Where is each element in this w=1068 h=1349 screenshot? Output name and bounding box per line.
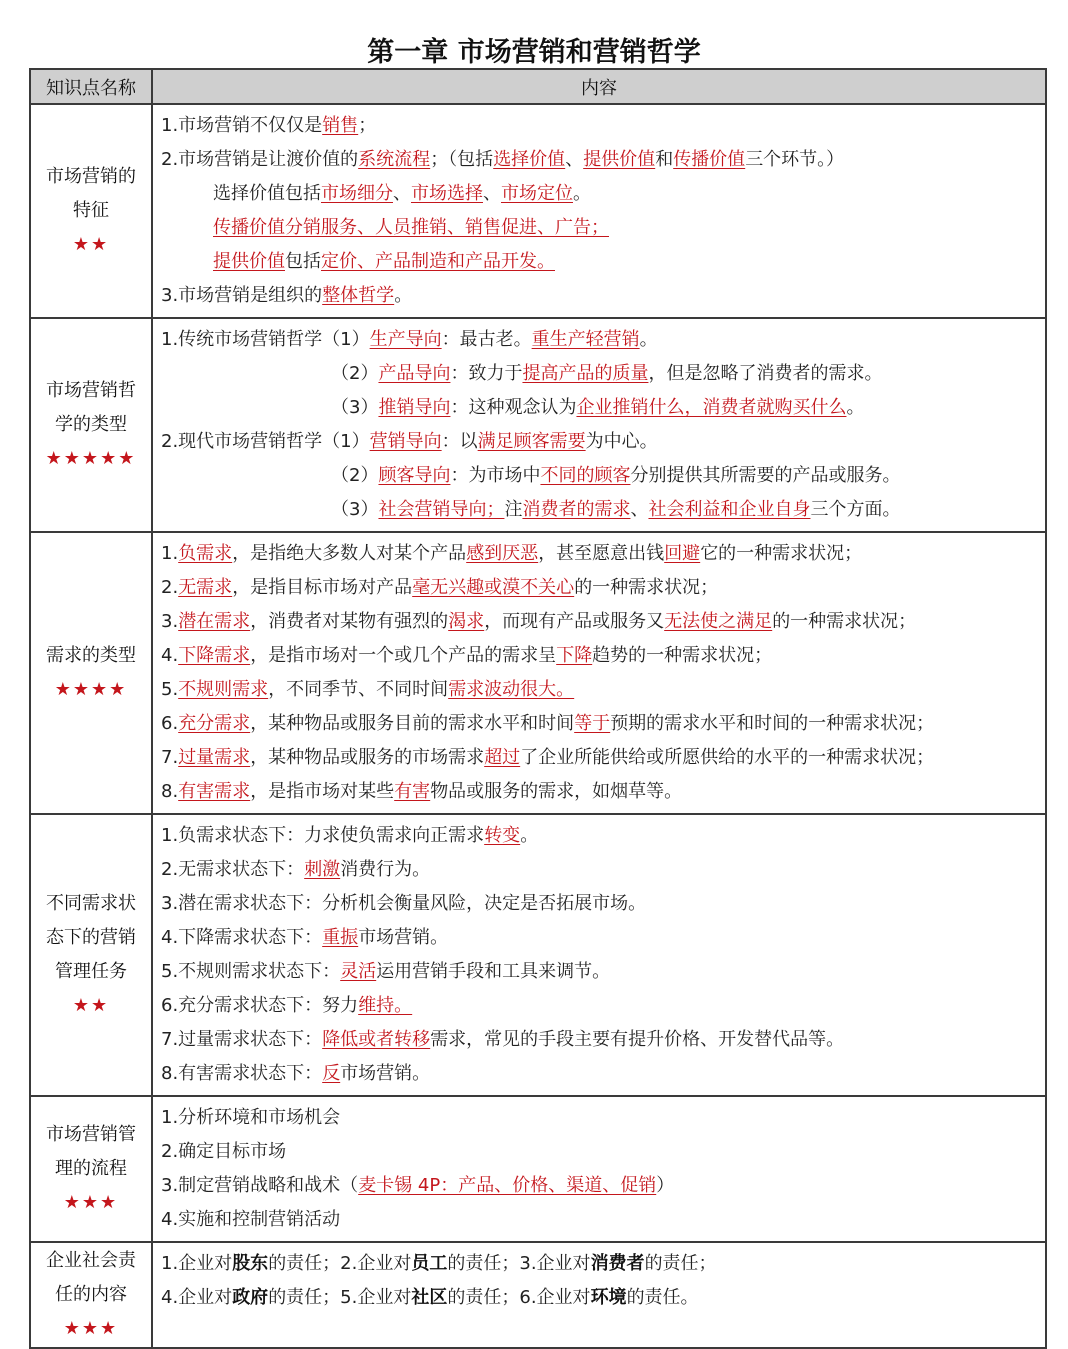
content-line (161, 1101, 1045, 1135)
highlighted-keyword: 满足顾客需要 (477, 431, 586, 452)
row-content-cell (152, 104, 1046, 318)
knowledge-table (29, 68, 1047, 1349)
row-name-label: 市场营销管理的流程 (46, 1124, 136, 1179)
bold-keyword: 环境 (590, 1287, 627, 1308)
content-line (161, 1057, 1045, 1091)
bold-keyword: 股东 (232, 1253, 269, 1274)
row-content-cell (152, 318, 1046, 532)
text-segment: 消费行为。 (340, 859, 431, 880)
content-line (161, 1281, 1045, 1315)
text-segment: ；（包括 (430, 149, 494, 170)
content-line (161, 639, 1045, 673)
highlighted-keyword: 回避 (664, 543, 701, 564)
row-name-label: 需求的类型 (46, 645, 136, 666)
text-segment: 1.企业对 (161, 1253, 233, 1274)
content-line (161, 1135, 1045, 1169)
text-segment: 分别提供其所需要的产品或服务。 (630, 465, 901, 486)
highlighted-keyword: 整体哲学 (322, 285, 395, 306)
text-segment: 6.充分需求状态下：努力 (161, 995, 359, 1016)
highlighted-keyword: 社会利益和企业自身 (648, 499, 811, 520)
content-line (161, 887, 1045, 921)
highlighted-keyword: 反 (322, 1063, 341, 1084)
content-line (161, 853, 1045, 887)
text-segment: 、 (483, 183, 501, 204)
text-segment: ，某种物品或服务目前的需求水平和时间 (250, 713, 575, 734)
row-name-label: 市场营销哲学的类型 (46, 380, 136, 435)
bold-keyword: 政府 (232, 1287, 269, 1308)
header-knowledge-point: 知识点名称 (30, 69, 152, 104)
content-line (161, 605, 1045, 639)
row-name-label: 不同需求状态下的营销管理任务 (46, 893, 136, 982)
highlighted-keyword: 提供价值 (213, 251, 285, 272)
row-name-label: 市场营销的特征 (46, 166, 136, 221)
text-segment: ，是指市场对某些 (250, 781, 395, 802)
highlighted-keyword: 不同的顾客 (540, 465, 631, 486)
text-segment: 。 (394, 285, 413, 306)
highlighted-keyword: 提高产品的质量 (522, 363, 649, 384)
highlighted-keyword: 选择价值 (493, 149, 566, 170)
row-content-cell (152, 814, 1046, 1096)
text-segment: 4.下降需求状态下： (161, 927, 323, 948)
text-segment: 它的一种需求状况； (700, 543, 863, 564)
highlighted-keyword: 市场定位 (501, 183, 573, 204)
highlighted-keyword: 社会营销导向； (378, 499, 505, 520)
text-segment: 1.市场营销不仅仅是 (161, 115, 323, 136)
row-content-cell (152, 532, 1046, 814)
content-line (161, 1247, 1045, 1281)
text-segment: 的责任；6.企业对 (447, 1287, 591, 1308)
text-segment: 了企业所能供给或所愿供给的水平的一种需求状况； (520, 747, 935, 768)
content-line (161, 1203, 1045, 1237)
highlighted-keyword: 灵活 (340, 961, 377, 982)
highlighted-keyword: 重振 (322, 927, 359, 948)
table-row (30, 1242, 1046, 1348)
highlighted-keyword: 有害 (394, 781, 431, 802)
text-segment: 4.企业对 (161, 1287, 233, 1308)
text-segment: 。 (639, 329, 658, 350)
highlighted-keyword: 定价、产品制造和产品开发。 (321, 251, 555, 272)
text-segment: 。 (520, 825, 539, 846)
content-line (161, 673, 1045, 707)
star-rating: ★★★★★ (45, 448, 137, 469)
highlighted-keyword: 等于 (574, 713, 611, 734)
highlighted-keyword: 充分需求 (178, 713, 251, 734)
text-segment: 2. (161, 577, 179, 598)
highlighted-keyword: 市场选择 (411, 183, 483, 204)
table-row (30, 1096, 1046, 1242)
text-segment: 7. (161, 747, 179, 768)
text-segment: 、 (565, 149, 584, 170)
text-segment: 1.负需求状态下：力求使负需求向正需求 (161, 825, 485, 846)
text-segment: （3） (331, 499, 379, 520)
highlighted-keyword: 营销导向 (369, 431, 442, 452)
row-name-cell (30, 814, 152, 1096)
text-segment: 3.市场营销是组织的 (161, 285, 323, 306)
row-name-cell (30, 532, 152, 814)
highlighted-keyword: 毫无兴趣或漠不关心 (412, 577, 575, 598)
highlighted-keyword: 重生产轻营销 (531, 329, 640, 350)
row-content-cell (152, 1242, 1046, 1348)
text-segment: 注 (504, 499, 523, 520)
text-segment: 2.确定目标市场 (161, 1141, 287, 1162)
content-line (161, 323, 1045, 357)
table-row (30, 814, 1046, 1096)
text-segment: 需求，常见的手段主要有提升价格、开发替代品等。 (430, 1029, 845, 1050)
table-row (30, 532, 1046, 814)
text-segment: ，是指绝大多数人对某个产品 (232, 543, 467, 564)
text-segment: ，某种物品或服务的市场需求 (250, 747, 485, 768)
row-name-label: 企业社会责任的内容 (46, 1250, 136, 1305)
highlighted-keyword: 无需求 (178, 577, 233, 598)
highlighted-keyword: 刺激 (304, 859, 341, 880)
text-segment: 3. (161, 611, 179, 632)
content-line (161, 1169, 1045, 1203)
content-line (161, 391, 1045, 425)
highlighted-keyword: 消费者的需求 (522, 499, 631, 520)
text-segment: 物品或服务的需求，如烟草等。 (430, 781, 683, 802)
highlighted-keyword: 企业推销什么，消费者就购买什么 (576, 397, 847, 418)
text-segment: 选择价值包括 (213, 183, 321, 204)
content-line (161, 425, 1045, 459)
text-segment: 为中心。 (585, 431, 658, 452)
header-content: 内容 (152, 69, 1046, 104)
text-segment: 、 (393, 183, 411, 204)
row-content-cell (152, 1096, 1046, 1242)
text-segment: ：最古老。 (441, 329, 532, 350)
text-segment: 市场营销。 (340, 1063, 431, 1084)
content-line (161, 177, 1045, 211)
text-segment: 8. (161, 781, 179, 802)
highlighted-keyword: 过量需求 (178, 747, 251, 768)
text-segment: ：这种观念认为 (450, 397, 577, 418)
page-title: 第一章 市场营销和营销哲学 (367, 37, 701, 68)
content-line (161, 537, 1045, 571)
text-segment: 、 (630, 499, 649, 520)
text-segment: 1. (161, 543, 179, 564)
highlighted-keyword: 无法使之满足 (664, 611, 773, 632)
star-rating: ★★★★ (54, 679, 128, 700)
row-name-cell (30, 318, 152, 532)
highlighted-keyword: 市场细分 (321, 183, 393, 204)
text-segment: 的一种需求状况； (574, 577, 719, 598)
text-segment: 市场营销。 (358, 927, 449, 948)
text-segment: ：致力于 (450, 363, 523, 384)
text-segment: ：为市场中 (450, 465, 541, 486)
text-segment: 5.不规则需求状态下： (161, 961, 341, 982)
highlighted-keyword: 生产导向 (369, 329, 442, 350)
content-line (161, 707, 1045, 741)
highlighted-keyword: 下降 (556, 645, 593, 666)
highlighted-keyword: 推销导向 (378, 397, 451, 418)
table-header-row (30, 69, 1046, 104)
content-line (161, 741, 1045, 775)
highlighted-keyword: 有害需求 (178, 781, 251, 802)
content-line (161, 245, 1045, 279)
highlighted-keyword: 负需求 (178, 543, 233, 564)
text-segment: ，甚至愿意出钱 (538, 543, 665, 564)
text-segment: ，是指目标市场对产品 (232, 577, 413, 598)
text-segment: ，消费者对某物有强烈的 (250, 611, 449, 632)
highlighted-keyword: 超过 (484, 747, 521, 768)
highlighted-keyword: 提供价值 (583, 149, 656, 170)
bold-keyword: 社区 (411, 1287, 448, 1308)
table-body (30, 104, 1046, 1348)
highlighted-keyword: 维持。 (358, 995, 413, 1016)
content-line (161, 357, 1045, 391)
text-segment: 3.潜在需求状态下：分析机会衡量风险，决定是否拓展市场。 (161, 893, 647, 914)
content-line (161, 921, 1045, 955)
text-segment: （2） (331, 363, 379, 384)
highlighted-keyword: 需求波动很大。 (448, 679, 575, 700)
text-segment: 的一种需求状况； (772, 611, 917, 632)
content-line (161, 279, 1045, 313)
text-segment: 6. (161, 713, 179, 734)
star-rating: ★★★ (63, 1192, 119, 1213)
content-line (161, 1023, 1045, 1057)
text-segment: ，不同季节、不同时间 (268, 679, 449, 700)
text-segment: 4. (161, 645, 179, 666)
text-segment: 3.制定营销战略和战术（ (161, 1175, 359, 1196)
text-segment: 三个环节。） (745, 149, 845, 170)
content-line (161, 775, 1045, 809)
text-segment: 预期的需求水平和时间的一种需求状况； (610, 713, 935, 734)
text-segment: 的责任；3.企业对 (447, 1253, 591, 1274)
star-rating: ★★ (72, 995, 110, 1016)
highlighted-keyword: 顾客导向 (378, 465, 451, 486)
text-segment: ，是指市场对一个或几个产品的需求呈 (250, 645, 557, 666)
text-segment: 5. (161, 679, 179, 700)
bold-keyword: 消费者 (590, 1253, 645, 1274)
highlighted-keyword: 不规则需求 (178, 679, 269, 700)
content-line (161, 989, 1045, 1023)
text-segment: ，而现有产品或服务又 (484, 611, 665, 632)
text-segment: （3） (331, 397, 379, 418)
text-segment: 2.市场营销是让渡价值的 (161, 149, 359, 170)
star-rating: ★★★ (63, 1318, 119, 1339)
highlighted-keyword: 麦卡锡 4P：产品、价格、渠道、促销 (358, 1175, 657, 1196)
table-row (30, 318, 1046, 532)
text-segment: ） (656, 1175, 675, 1196)
text-segment: 2.无需求状态下： (161, 859, 305, 880)
text-segment: ，但是忽略了消费者的需求。 (648, 363, 883, 384)
content-line (161, 955, 1045, 989)
text-segment: 8.有害需求状态下： (161, 1063, 323, 1084)
text-segment: 1.传统市场营销哲学（1） (161, 329, 370, 350)
bold-keyword: 员工 (411, 1253, 448, 1274)
text-segment: 1.分析环境和市场机会 (161, 1107, 341, 1128)
text-segment: 2.现代市场营销哲学（1） (161, 431, 370, 452)
content-line (161, 109, 1045, 143)
highlighted-keyword: 传播价值 (673, 149, 746, 170)
content-line (161, 571, 1045, 605)
star-rating: ★★ (72, 234, 110, 255)
highlighted-keyword: 转变 (484, 825, 521, 846)
highlighted-keyword: 产品导向 (378, 363, 451, 384)
text-segment: 。 (846, 397, 865, 418)
text-segment: 趋势的一种需求状况； (592, 645, 773, 666)
table-row (30, 104, 1046, 318)
highlighted-keyword: 销售 (322, 115, 359, 136)
text-segment: 的责任；5.企业对 (268, 1287, 412, 1308)
highlighted-keyword: 下降需求 (178, 645, 251, 666)
text-segment: 的责任； (644, 1253, 717, 1274)
text-segment: ； (358, 115, 377, 136)
text-segment: 7.过量需求状态下： (161, 1029, 323, 1050)
row-name-cell (30, 104, 152, 318)
text-segment: 。 (573, 183, 591, 204)
text-segment: 运用营销手段和工具来调节。 (376, 961, 611, 982)
row-name-cell (30, 1242, 152, 1348)
text-segment: 的责任；2.企业对 (268, 1253, 412, 1274)
highlighted-keyword: 潜在需求 (178, 611, 251, 632)
highlighted-keyword: 系统流程 (358, 149, 431, 170)
highlighted-keyword: 传播价值分销服务、人员推销、销售促进、广告； (213, 217, 609, 238)
text-segment: 三个方面。 (810, 499, 901, 520)
highlighted-keyword: 降低或者转移 (322, 1029, 431, 1050)
content-line (161, 819, 1045, 853)
content-line (161, 143, 1045, 177)
text-segment: ：以 (441, 431, 478, 452)
highlighted-keyword: 感到厌恶 (466, 543, 539, 564)
text-segment: （2） (331, 465, 379, 486)
row-name-cell (30, 1096, 152, 1242)
text-segment: 4.实施和控制营销活动 (161, 1209, 341, 1230)
text-segment: 包括 (285, 251, 321, 272)
text-segment: 和 (655, 149, 674, 170)
text-segment: 的责任。 (626, 1287, 699, 1308)
content-line (161, 211, 1045, 245)
highlighted-keyword: 渴求 (448, 611, 485, 632)
content-line (161, 459, 1045, 493)
content-line (161, 493, 1045, 527)
